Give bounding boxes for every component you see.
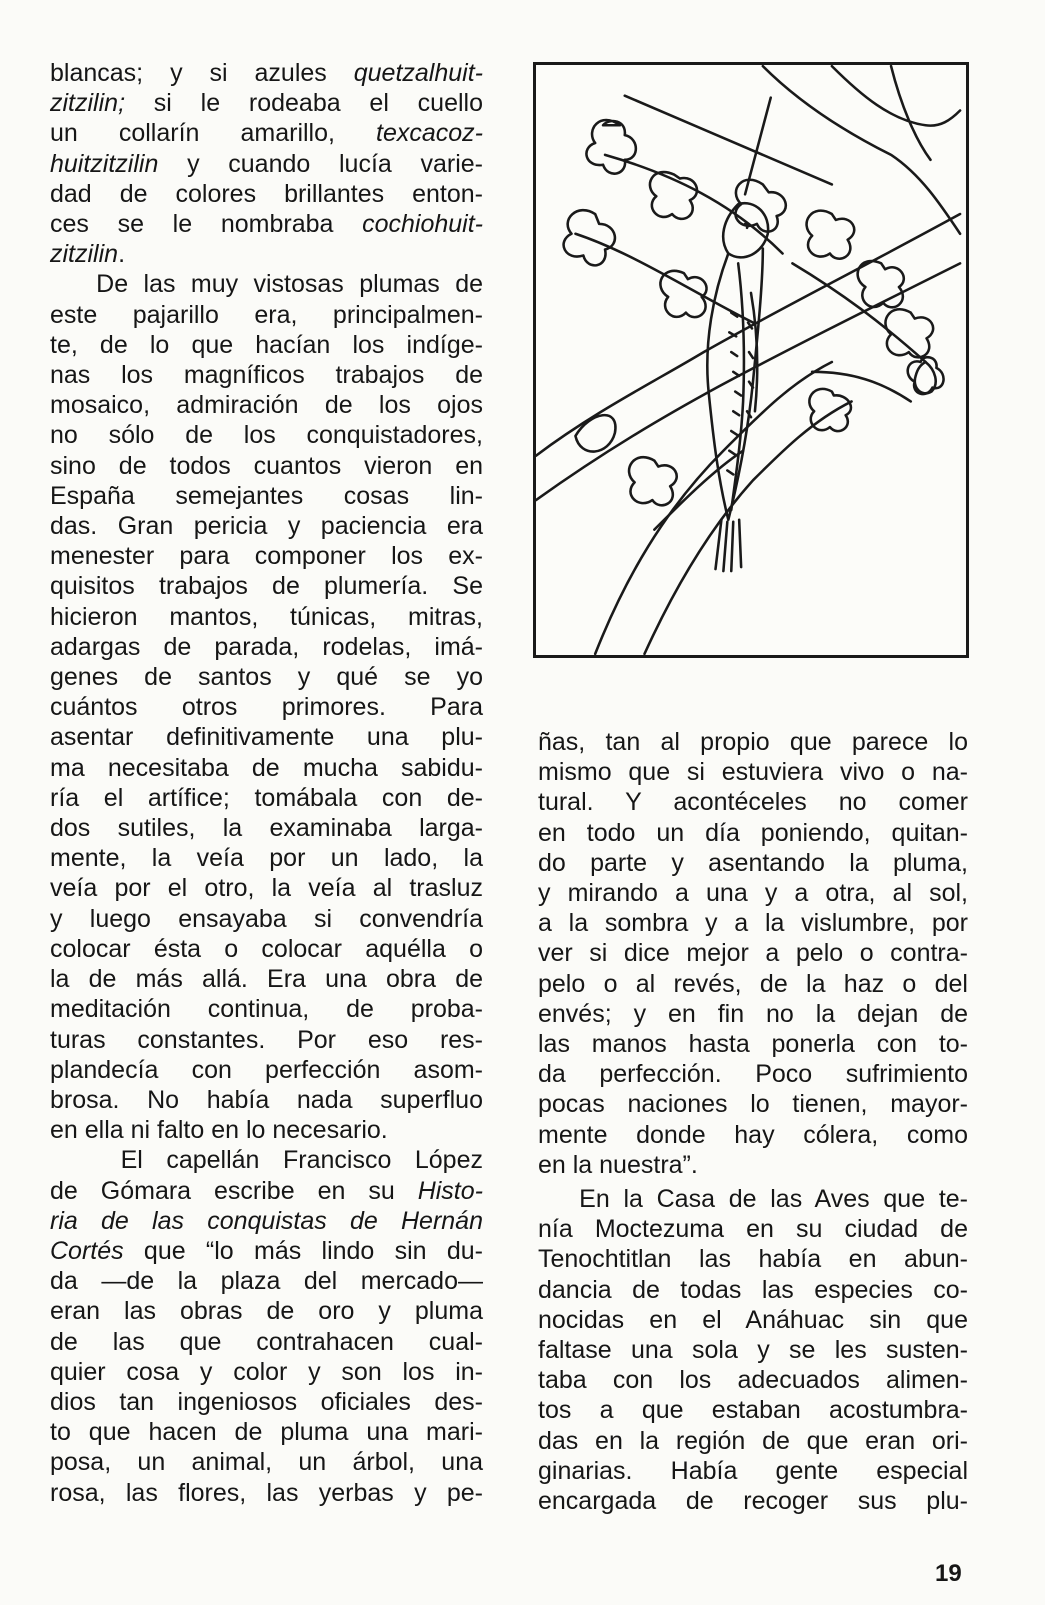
left-column-text-line: ces se le nombraba cochiohuit- [50,210,483,239]
right-column-text-line: tural. Y acontéceles no comer [538,788,968,817]
left-column-text-line: quisitos trabajos de plumería. Se [50,572,483,601]
left-column-text-line: rosa, las flores, las yerbas y pe- [50,1478,483,1507]
left-column-text-line: De las muy vistosas plumas de [50,270,483,299]
right-column-text-line: ñas, tan al propio que parece lo [538,728,968,756]
left-column-text-line: asentar definitivamente una plu- [50,723,483,752]
page-number: 19 [935,1560,962,1587]
right-column-text-line: da perfección. Poco sufrimiento [538,1060,968,1089]
hummingbird-icon [536,65,966,655]
left-column-text-line: huitzitzilin y cuando lucía varie- [50,149,483,178]
left-column-text-line: posa, un animal, un árbol, una [50,1448,483,1477]
left-column-text-line: menester para componer los ex- [50,542,483,571]
right-column-text-line: mismo que si estuviera vivo o na- [538,758,968,787]
left-column-text-line: y luego ensayaba si convendría [50,904,483,933]
left-column-text-line: plandecía con perfección asom- [50,1055,483,1084]
left-column-text-line: ria de las conquistas de Hernán [50,1206,483,1235]
left-column-text-line: quier cosa y color y son los in- [50,1357,483,1386]
left-column-text-line: ría el artífice; tomábala con de- [50,783,483,812]
right-column-text-line: nocidas en el Anáhuac sin que [538,1305,968,1334]
right-column-text-line: ver si dice mejor a pelo o contra- [538,939,968,968]
left-column-text-line: mosaico, admiración de los ojos [50,391,483,420]
right-column-text-line: taba con los adecuados alimen- [538,1366,968,1395]
left-column-text-line: turas constantes. Por eso res- [50,1025,483,1054]
right-column-text-line: ginarias. Había gente especial [538,1456,968,1485]
left-column [50,58,483,1508]
left-column-text-line: España semejantes cosas lin- [50,481,483,510]
left-column-text-line: dad de colores brillantes enton- [50,179,483,208]
left-column-text-line: blancas; y si azules quetzalhuit- [50,59,483,87]
left-column-text-line: brosa. No había nada superfluo [50,1085,483,1114]
left-column-text-line: no sólo de los conquistadores, [50,421,483,450]
right-column-text-line: Tenochtitlan las había en abun- [538,1245,968,1274]
left-column-text-line: la de más allá. Era una obra de [50,965,483,994]
right-column-text-line: dancia de todas las especies co- [538,1275,968,1304]
left-column-text-line: en ella ni falto en lo necesario. [50,1116,388,1145]
right-column-text-line: las manos hasta ponerla con to- [538,1030,968,1059]
left-column-text-line: te, de lo que hacían los indíge- [50,330,483,359]
left-column-text-line: este pajarillo era, principalmen- [50,300,483,329]
right-column-text-line: das en la región de que eran ori- [538,1426,968,1455]
left-column-text-line: colocar ésta o colocar aquélla o [50,934,483,963]
left-column-text-line: dios tan ingeniosos oficiales des- [50,1387,483,1416]
right-column-text-line: y mirando a una y a otra, al sol, [538,879,968,908]
right-column-text-line: faltase una sola y se les susten- [538,1336,968,1365]
left-column-text-line: sino de todos cuantos vieron en [50,451,483,480]
left-column-text-line: de Gómara escribe en su Histo- [50,1176,483,1205]
right-column-text-line: en todo un día poniendo, quitan- [538,818,968,847]
left-column-text-line: genes de santos y qué se yo [50,663,483,692]
left-column-text-line: adargas de parada, rodelas, imá- [50,632,483,661]
left-column-text-line: ma necesitaba de mucha sabidu- [50,753,483,782]
left-column-text-line: un collarín amarillo, texcacoz- [50,119,483,148]
left-column-text-line: nas los magníficos trabajos de [50,361,483,390]
left-column-text-line: cuántos otros primores. Para [50,693,483,722]
left-column-text-line: zitzilin. [50,240,126,269]
right-column-text-line: tos a que estaban acostumbra- [538,1396,968,1425]
left-column-text-line: veía por el otro, la veía al trasluz [50,874,483,903]
left-column-text-line: Cortés que “lo más lindo sin du- [50,1236,483,1265]
left-column-text-line: zitzilin; si le rodeaba el cuello [50,89,483,118]
hummingbird-illustration [533,62,969,658]
right-column-text-line: En la Casa de las Aves que te- [538,1185,968,1214]
left-column-text-line: to que hacen de pluma una mari- [50,1418,483,1447]
right-column-text-line: do parte y asentando la pluma, [538,848,968,877]
left-column-text-line: da —de la plaza del mercado— [50,1267,483,1296]
left-column-text-line: das. Gran pericia y paciencia era [50,512,483,541]
right-column-text-line: pelo o al revés, de la haz o del [538,969,968,998]
right-column-text-line: mente donde hay cólera, como [538,1120,968,1149]
left-column-text-line: eran las obras de oro y pluma [50,1297,483,1326]
left-column-text-line: El capellán Francisco López [50,1146,483,1175]
left-column-text-line: meditación continua, de proba- [50,995,483,1024]
left-column-text-line: mente, la veía por un lado, la [50,844,483,873]
left-column-text-line: de las que contrahacen cual- [50,1327,483,1356]
right-column-text-line: envés; y en fin no la dejan de [538,999,968,1028]
right-column-text-line: encargada de recoger sus plu- [538,1487,968,1516]
left-column-text-line: dos sutiles, la examinaba larga- [50,814,483,843]
right-column-text-line: en la nuestra”. [538,1150,698,1179]
right-column-text-line: pocas naciones lo tienen, mayor- [538,1090,968,1119]
right-column-text-line: a la sombra y a la vislumbre, por [538,909,968,938]
left-column-text-line: hicieron mantos, túnicas, mitras, [50,602,483,631]
right-column-text-line: nía Moctezuma en su ciudad de [538,1215,968,1244]
right-column [538,727,968,1516]
